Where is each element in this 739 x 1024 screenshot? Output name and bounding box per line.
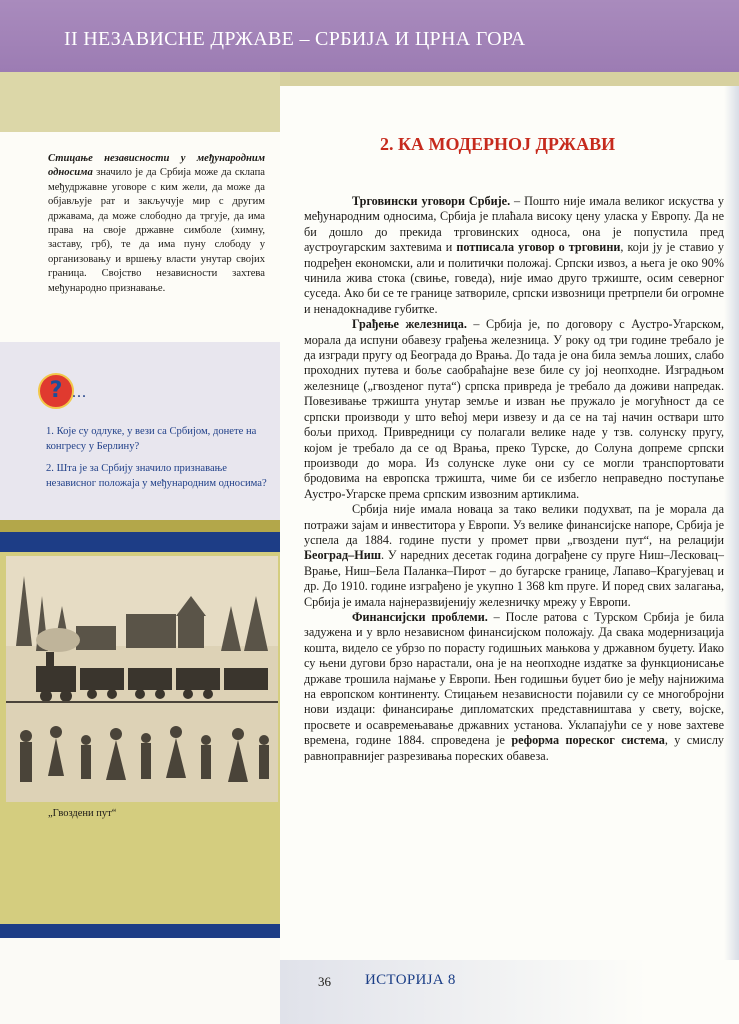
railway-illustration [6, 556, 278, 802]
paragraph-lead: Трговински уговори Србије. [352, 194, 511, 208]
paragraph-text: – Србија је, по договору с Аустро-Угарском, морала да испуни обавезу грађења железница. У року од три године требало је да изгради пругу од Београда до Врања. До тада је она била земља лоших, слабо проходних путева и боље саобраћајне везе биле су јој неопходне. Изградњом железнице („гвозденог пута“) српска привреда је требало да доживи напредак. Повезивање тржишта унутар земље и изван ње пружало је могућност да се српски производи у што већој мери извезу и да се на тај начин оствари што бољи приход. Привредници су полагали велике наде у тзв. солунску пругу, којом је требало да се од Врања, преко Турске, до Солуна допреме српски производи до мора. Из солунске луке они су се могли транспортовати бродовима на европска тржишта, чиме би се избегло неправедно поступање Аустро-Угарске према српским извозним артиклима. [304, 317, 724, 501]
paragraph-text: – Пошто није имала великог искуства у међународним односима, Србија је плаћала високу цену уласка у Европу. Да не би дошло до прекида трговинских односа, она је попустила пред аустроугарским захтевима и [304, 194, 724, 255]
paragraph-lead: Грађење железница. [352, 317, 467, 332]
paragraph-railways [304, 317, 724, 502]
page-edge [724, 86, 739, 1024]
divider-stripe [0, 924, 280, 938]
decorative-band [280, 72, 739, 86]
chapter-header [0, 0, 739, 72]
note-term: Стицање независности у међународним односима [48, 153, 265, 179]
footer-band [280, 960, 739, 1024]
paragraph-bold: Београд–Ниш [304, 548, 382, 563]
paragraph-loan [304, 502, 724, 610]
independence-note [48, 152, 265, 296]
paragraph-finance [304, 610, 724, 764]
chapter-title: 2. КА МОДЕРНОЈ ДРЖАВИ [380, 134, 616, 154]
question-2: 2. Шта је за Србију значило признавање независног положаја у међународним односима? [46, 463, 267, 489]
header-title: II НЕЗАВИСНЕ ДРЖАВЕ – СРБИЈА И ЦРНА ГОРА [64, 28, 526, 50]
main-body-text [304, 194, 724, 764]
figure-caption: „Гвоздени пут“ [48, 808, 117, 819]
book-title: ИСТОРИЈА 8 [365, 972, 456, 988]
paragraph-text: Србија није имала новаца за тако велики подухват, па је морала да потражи зајам и инвеститора у Европи. Уз велике финансијске напоре, Србија је успела да 1884. године пусти у промет први „гвоздени пут“, на релацији [304, 502, 724, 547]
paragraph-bold: реформа пореског система [511, 733, 665, 748]
page-number: 36 [318, 974, 331, 989]
decorative-band [0, 72, 280, 132]
paragraph-text: – После ратова с Турском Србија је била задужена и у врло независном финансијском положају. Да свака модернизација кошта, видело се убрзо по порасту годишњих мањкова у државном буџету. Иако су њени дугови брзо нарастали, она је на неопходне издатке за функционисање државе трошила најмање у Европи. Њен годишњи буџет био је међу најнижима на европском континенту. Стицањем независности појавили су се многобројни нови издаци: финансирање дипломатских представништава у свету, војске, просвете и осавремењавање државних установа. Уклапајући се у нове захтеве времена, године 1884. спроведена је [304, 609, 724, 748]
paragraph-tail: , који ју је ставио у подређен економски, али и политички положај. Српски извоз, а њега је око 90% чинила жива стока (свиње, говеда), није имао друго тржиште, осим северног суседа. Ако би се те границе затвориле, српски извозници претрпели би огромне и ненадокнадиве губитке. [304, 240, 725, 316]
question-mark-icon: ? [38, 373, 74, 409]
paragraph-trade [304, 194, 724, 317]
question-1: 1. Које су одлуке, у вези са Србијом, донете на конгресу у Берлину? [46, 426, 257, 452]
paragraph-tail: , у смислу равноправнијег разрезивања пореских обавеза. [304, 733, 725, 763]
divider-stripe [0, 520, 280, 532]
paragraph-bold: потписала уговор о трговини [456, 240, 621, 255]
paragraph-lead: Финансијски проблеми. [352, 609, 488, 624]
quiz-dots: ... [72, 384, 87, 401]
note-text: значило је да Србија може да склапа међудржавне уговоре с ким жели, да може да објављује рат и закључује мир с другим државама, да може слободно да тргује, да има права на своје државне симболе (химну, заставу, грб), те да има пуну слободу у организовању и вршењу власти унутар својих граница. Својство независности захтева међународно признавање. [48, 167, 265, 294]
divider-stripe [0, 532, 280, 552]
paragraph-tail: . У наредних десетак година дограђене су пруге Ниш–Лесковац–Врање, Ниш–Бела Паланка–Пирот – до бугарске границе, Лапаво–Крагујевац и др. До 1910. године изграђено је укупно 1 368 km пруге. И поред свих залагања, Србија је имала најнеразвијенију железничку мрежу у Европи. [304, 548, 724, 609]
